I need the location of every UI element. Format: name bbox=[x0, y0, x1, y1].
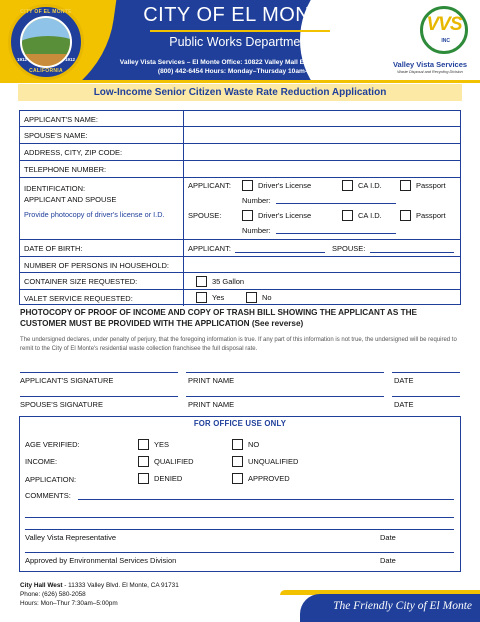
city-hall-name: City Hall West bbox=[20, 582, 63, 589]
age-yes-checkbox[interactable] bbox=[138, 439, 149, 450]
seal-year-right: 1912 bbox=[64, 57, 75, 62]
vvs-tagline: Waste Disposal and Recycling Division bbox=[397, 70, 463, 74]
dob-spouse-field[interactable] bbox=[370, 252, 454, 253]
photocopy-requirement: PHOTOCOPY OF PROOF OF INCOME AND COPY OF TRASH BILL SHOWING THE APPLICANT AS THE CUSTOMER MUST BE PROVIDED WITH THE APPLICATION (See reverse) bbox=[20, 308, 417, 328]
persons-household-field[interactable] bbox=[184, 257, 460, 272]
header-banner bbox=[0, 0, 480, 80]
spouse-ca-id-checkbox[interactable] bbox=[342, 210, 353, 221]
spouse-name-label: SPOUSE'S NAME: bbox=[24, 131, 88, 140]
contact-address: Valley Vista Services – El Monte Office: 10822 Valley Mall El Monte, CA 91731 bbox=[119, 59, 361, 66]
city-hall-address: - 11333 Valley Blvd. El Monte, CA 91731 bbox=[62, 582, 179, 589]
application-approved-label: APPROVED bbox=[248, 474, 290, 483]
office-contact bbox=[96, 58, 384, 76]
applicant-ca-id-checkbox[interactable] bbox=[342, 180, 353, 191]
applicant-id-number-field[interactable] bbox=[276, 203, 396, 204]
row-address bbox=[20, 144, 460, 161]
age-no-label: NO bbox=[248, 440, 260, 449]
vvs-rep-label: Valley Vista Representative bbox=[25, 533, 117, 542]
city-title: CITY OF EL MONTE bbox=[143, 4, 337, 26]
spouse-name-field[interactable] bbox=[184, 127, 460, 143]
dob-spouse-label: SPOUSE: bbox=[332, 244, 366, 253]
applicant-id-number-label: Number: bbox=[242, 196, 271, 205]
application-denied-checkbox[interactable] bbox=[138, 473, 149, 484]
vvs-logo-letters: VVS bbox=[426, 14, 462, 35]
spouse-print-name-label: PRINT NAME bbox=[188, 400, 235, 409]
applicant-ca-id-label: CA I.D. bbox=[358, 181, 382, 190]
city-hall-hours: Hours: Mon–Thur 7:30am–5:00pm bbox=[20, 600, 118, 607]
row-spouse-name bbox=[20, 127, 460, 144]
dob-applicant-label: APPLICANT: bbox=[188, 244, 231, 253]
row-valet-service bbox=[20, 290, 460, 306]
telephone-field[interactable] bbox=[184, 161, 460, 177]
approved-by-date-label: Date bbox=[380, 556, 396, 565]
application-form bbox=[19, 110, 461, 305]
contact-phone-hours: (800) 442-6454 Hours: Monday–Thursday 10am–4pm bbox=[157, 68, 323, 75]
seal-bottom-text: CALIFORNIA bbox=[29, 68, 63, 74]
spouse-passport-label: Passport bbox=[416, 211, 446, 220]
applicant-print-name-label: PRINT NAME bbox=[188, 376, 235, 385]
applicant-signature-line[interactable] bbox=[20, 372, 178, 373]
35-gallon-label: 35 Gallon bbox=[212, 277, 245, 286]
valet-no-checkbox[interactable] bbox=[246, 292, 257, 303]
city-hall-phone: Phone: (626) 580-2058 bbox=[20, 591, 86, 598]
spouse-date-label: DATE bbox=[394, 400, 414, 409]
vvs-company-name: Valley Vista Services bbox=[392, 60, 468, 69]
seal-year-left: 1912 bbox=[17, 57, 28, 62]
city-seal-logo bbox=[8, 4, 84, 80]
income-qualified-label: QUALIFIED bbox=[154, 457, 194, 466]
valet-yes-checkbox[interactable] bbox=[196, 292, 207, 303]
application-label: APPLICATION: bbox=[25, 475, 77, 484]
container-size-label: CONTAINER SIZE REQUESTED: bbox=[24, 277, 138, 286]
income-unqualified-checkbox[interactable] bbox=[232, 456, 243, 467]
row-persons-household bbox=[20, 257, 460, 273]
header-gold-rule bbox=[0, 80, 480, 83]
income-label: INCOME: bbox=[25, 457, 58, 466]
identification-label: IDENTIFICATION: bbox=[24, 184, 86, 193]
seal-top-text: CITY OF EL MONTE bbox=[20, 9, 72, 15]
spouse-date-line[interactable] bbox=[392, 396, 460, 397]
spouse-ca-id-label: CA I.D. bbox=[358, 211, 382, 220]
applicant-print-name-line[interactable] bbox=[186, 372, 384, 373]
row-applicant-name bbox=[20, 111, 460, 127]
spouse-drivers-license-checkbox[interactable] bbox=[242, 210, 253, 221]
footer-city-hall-info bbox=[20, 581, 179, 608]
income-unqualified-label: UNQUALIFIED bbox=[248, 457, 299, 466]
applicant-passport-checkbox[interactable] bbox=[400, 180, 411, 191]
spouse-signature-line[interactable] bbox=[20, 396, 178, 397]
row-date-of-birth bbox=[20, 240, 460, 257]
applicant-signature-label: APPLICANT'S SIGNATURE bbox=[20, 376, 114, 385]
age-no-checkbox[interactable] bbox=[232, 439, 243, 450]
vvs-logo-inc: INC bbox=[441, 38, 450, 44]
spouse-id-number-label: Number: bbox=[242, 226, 271, 235]
application-denied-label: DENIED bbox=[154, 474, 183, 483]
income-qualified-checkbox[interactable] bbox=[138, 456, 149, 467]
footer-slogan: The Friendly City of El Monte bbox=[333, 600, 472, 612]
applicant-drivers-license-checkbox[interactable] bbox=[242, 180, 253, 191]
persons-household-label: NUMBER OF PERSONS IN HOUSEHOLD: bbox=[24, 261, 170, 270]
applicant-passport-label: Passport bbox=[416, 181, 446, 190]
id-spouse-label: SPOUSE: bbox=[188, 211, 222, 220]
department-name: Public Works Department bbox=[169, 35, 311, 49]
title-divider bbox=[150, 30, 330, 32]
age-yes-label: YES bbox=[154, 440, 170, 449]
valet-yes-label: Yes bbox=[212, 293, 225, 302]
spouse-drivers-license-label: Driver's License bbox=[258, 211, 312, 220]
application-approved-checkbox[interactable] bbox=[232, 473, 243, 484]
approved-by-signature-line[interactable] bbox=[25, 552, 454, 553]
applicant-drivers-license-label: Driver's License bbox=[258, 181, 312, 190]
spouse-signature-label: SPOUSE'S SIGNATURE bbox=[20, 400, 103, 409]
approved-by-label: Approved by Environmental Services Division bbox=[25, 556, 177, 565]
vvs-rep-signature-line[interactable] bbox=[25, 529, 454, 530]
dob-applicant-field[interactable] bbox=[235, 252, 325, 253]
spouse-print-name-line[interactable] bbox=[186, 396, 384, 397]
row-telephone bbox=[20, 161, 460, 178]
comments-line-2[interactable] bbox=[25, 517, 454, 518]
address-label: ADDRESS, CITY, ZIP CODE: bbox=[24, 148, 123, 157]
row-identification bbox=[20, 178, 460, 240]
applicant-name-label: APPLICANT'S NAME: bbox=[24, 115, 98, 124]
address-field[interactable] bbox=[184, 144, 460, 160]
photocopy-hint: Provide photocopy of driver's license or I.D. bbox=[24, 210, 165, 219]
perjury-declaration: The undersigned declares, under penalty of perjury, that the foregoing information is true. If any part of this information is not true, the undersigned will be required to remit to the City of El Monte's residential waste collection franchisee the full disposal rate. bbox=[20, 337, 457, 352]
applicant-date-label: DATE bbox=[394, 376, 414, 385]
comments-line-1[interactable] bbox=[78, 499, 454, 500]
form-title: Low-Income Senior Citizen Waste Rate Reduction Application bbox=[18, 84, 462, 101]
valet-service-label: VALET SERVICE REQUESTED: bbox=[24, 294, 133, 303]
row-container-size bbox=[20, 273, 460, 290]
applicant-date-line[interactable] bbox=[392, 372, 460, 373]
telephone-label: TELEPHONE NUMBER: bbox=[24, 165, 107, 174]
35-gallon-checkbox[interactable] bbox=[196, 276, 207, 287]
spouse-passport-checkbox[interactable] bbox=[400, 210, 411, 221]
applicant-and-spouse-label: APPLICANT AND SPOUSE bbox=[24, 195, 117, 204]
valet-no-label: No bbox=[262, 293, 272, 302]
footer bbox=[0, 578, 480, 622]
id-applicant-label: APPLICANT: bbox=[188, 181, 231, 190]
dob-label: DATE OF BIRTH: bbox=[24, 244, 83, 253]
spouse-id-number-field[interactable] bbox=[276, 233, 396, 234]
comments-label: COMMENTS: bbox=[25, 491, 71, 500]
office-use-box bbox=[19, 416, 461, 572]
vvs-rep-date-label: Date bbox=[380, 533, 396, 542]
age-verified-label: AGE VERIFIED: bbox=[25, 440, 80, 449]
office-use-title: FOR OFFICE USE ONLY bbox=[193, 419, 287, 428]
applicant-name-field[interactable] bbox=[184, 111, 460, 126]
